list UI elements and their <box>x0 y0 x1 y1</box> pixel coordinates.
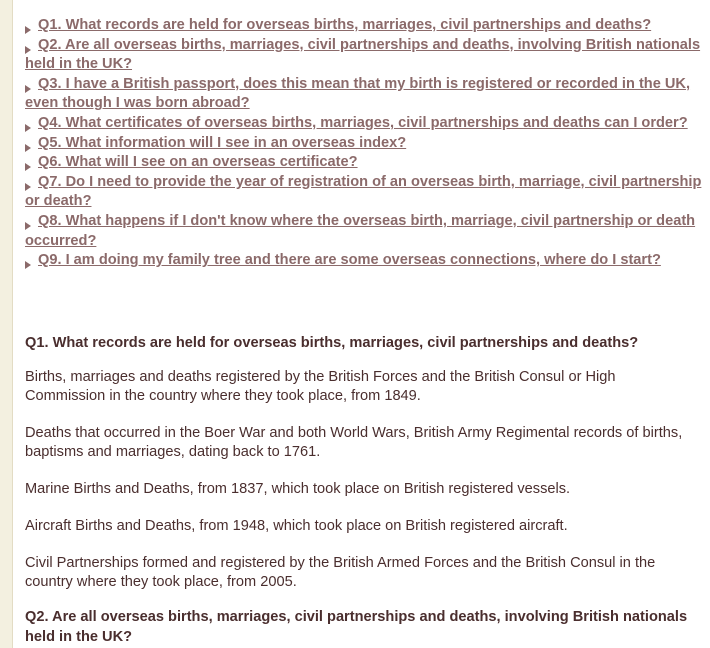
answer-paragraph: Civil Partnerships formed and registered by the British Armed Forces and the British Consul in the country where they took place, from 2005. <box>25 555 656 590</box>
answer-paragraph: Deaths that occurred in the Boer War and both World Wars, British Army Regimental records of births, baptisms and marriages, dating back to 1761. <box>25 425 683 460</box>
arrow-right-icon <box>25 144 31 152</box>
faq-link-q3[interactable]: Q3. I have a British passport, does this mean that my birth is registered or recorded in the UK, even though I was born abroad? <box>25 75 691 112</box>
answer-heading-q2: Q2. Are all overseas births, marriages, civil partnerships and deaths, involving British nationals held in the UK? <box>25 609 688 645</box>
faq-item-q1 <box>25 16 705 36</box>
faq-item-q4 <box>25 114 705 134</box>
answer-paragraph: Births, marriages and deaths registered by the British Forces and the British Consul or High Commission in the country where they took place, from 1849. <box>25 369 616 404</box>
arrow-right-icon <box>25 124 31 132</box>
arrow-right-icon <box>25 222 31 230</box>
faq-item-q9 <box>25 251 705 271</box>
faq-link-q6[interactable]: Q6. What will I see on an overseas certificate? <box>38 154 358 171</box>
answer-paragraph: Marine Births and Deaths, from 1837, which took place on British registered vessels. <box>25 481 571 497</box>
faq-link-q4[interactable]: Q4. What certificates of overseas births, marriages, civil partnerships and deaths can I order? <box>38 114 688 131</box>
faq-item-q5 <box>25 134 705 154</box>
faq-link-q7[interactable]: Q7. Do I need to provide the year of registration of an overseas birth, marriage, civil partnership or death? <box>25 173 702 210</box>
faq-link-q5[interactable]: Q5. What information will I see in an overseas index? <box>38 134 407 151</box>
arrow-right-icon <box>25 26 31 34</box>
answer-paragraph: Aircraft Births and Deaths, from 1948, which took place on British registered aircraft. <box>25 518 568 534</box>
faq-item-q7 <box>25 173 705 212</box>
faq-link-q2[interactable]: Q2. Are all overseas births, marriages, civil partnerships and deaths, involving British nationals held in the UK? <box>25 36 701 73</box>
arrow-right-icon <box>25 85 31 93</box>
answer-heading-q1: Q1. What records are held for overseas births, marriages, civil partnerships and deaths? <box>25 335 639 351</box>
faq-item-q2 <box>25 36 705 75</box>
arrow-right-icon <box>25 46 31 54</box>
arrow-right-icon <box>25 163 31 171</box>
faq-item-q6 <box>25 153 705 173</box>
faq-answers <box>25 333 697 648</box>
arrow-right-icon <box>25 183 31 191</box>
faq-link-q1[interactable]: Q1. What records are held for overseas births, marriages, civil partnerships and deaths? <box>38 17 652 33</box>
faq-link-q9[interactable]: Q9. I am doing my family tree and there are some overseas connections, where do I start? <box>38 252 661 269</box>
faq-page <box>12 0 710 648</box>
faq-link-q8[interactable]: Q8. What happens if I don't know where the overseas birth, marriage, civil partnership or death occurred? <box>25 212 696 249</box>
arrow-right-icon <box>25 261 31 269</box>
faq-question-list <box>25 16 705 271</box>
faq-item-q8 <box>25 212 705 251</box>
faq-item-q3 <box>25 75 705 114</box>
